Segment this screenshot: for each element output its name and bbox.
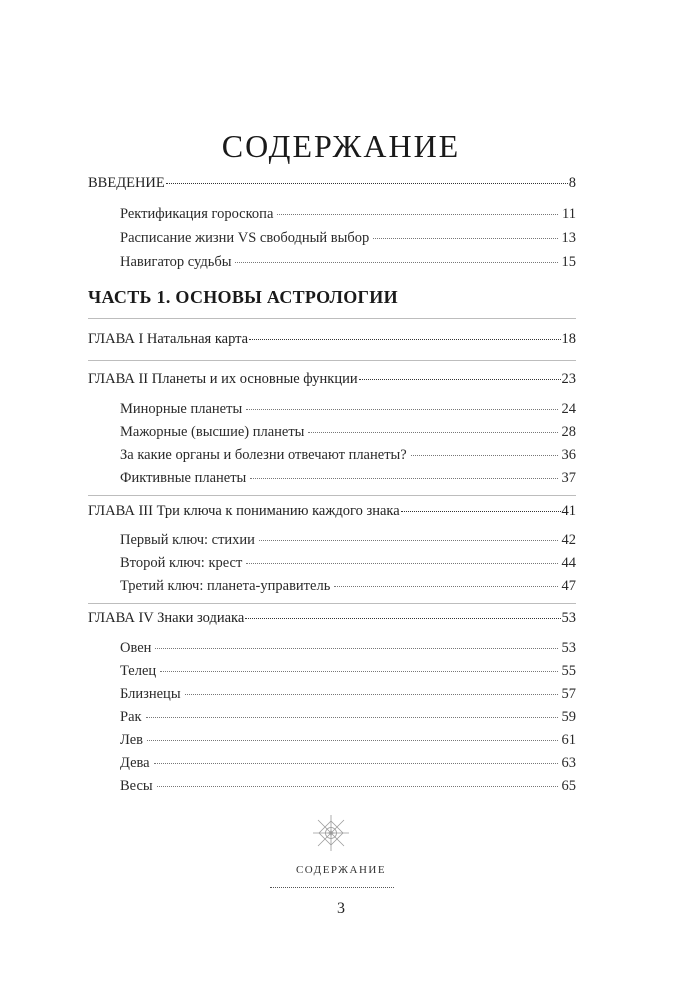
toc-subentry-page: 47 [561, 578, 576, 594]
toc-subentry[interactable] [120, 640, 576, 657]
toc-subentry[interactable] [120, 230, 576, 247]
running-footer-label: СОДЕРЖАНИЕ [295, 864, 387, 876]
dot-leader [185, 693, 558, 695]
toc-subentry-page: 44 [561, 555, 576, 571]
toc-subentry-page: 57 [561, 686, 576, 702]
toc-subentry-page: 15 [561, 254, 576, 270]
toc-subentry-label: Овен [120, 640, 152, 656]
part-heading: ЧАСТЬ 1. ОСНОВЫ АСТРОЛОГИИ [88, 287, 398, 307]
toc-subentry-page: 11 [562, 206, 576, 222]
section-divider [88, 318, 576, 319]
toc-subentry-label: Расписание жизни VS свободный выбор [120, 230, 370, 246]
dot-leader [250, 477, 557, 479]
toc-subentry[interactable] [120, 778, 576, 795]
toc-subentry-page: 24 [561, 401, 576, 417]
page-title: СОДЕРЖАНИЕ [221, 128, 461, 164]
dot-leader [160, 670, 557, 672]
toc-subentry[interactable] [120, 732, 576, 749]
dot-leader [166, 182, 568, 184]
section-divider [88, 360, 576, 361]
toc-subentry-label: Мажорные (высшие) планеты [120, 424, 305, 440]
toc-subentry[interactable] [120, 447, 576, 464]
dot-leader [401, 510, 561, 512]
section-divider [88, 603, 576, 604]
footer-dot-rule [270, 887, 394, 888]
toc-subentry-label: Ректификация гороскопа [120, 206, 274, 222]
toc-subentry[interactable] [120, 663, 576, 680]
toc-subentry-label: За какие органы и болезни отвечают планеты? [120, 447, 407, 463]
toc-subentry-label: Близнецы [120, 686, 181, 702]
toc-subentry[interactable] [120, 401, 576, 418]
toc-subentry-label: Весы [120, 778, 153, 794]
toc-subentry[interactable] [120, 686, 576, 703]
toc-entry-chapter-1[interactable] [88, 331, 576, 348]
dot-leader [157, 785, 558, 787]
toc-entry-introduction[interactable] [88, 175, 576, 192]
page-number: 3 [337, 900, 345, 917]
toc-subentry-label: Дева [120, 755, 150, 771]
toc-subentry[interactable] [120, 206, 576, 223]
toc-subentry-label: Минорные планеты [120, 401, 243, 417]
dot-leader [259, 539, 558, 541]
toc-subentry-page: 61 [561, 732, 576, 748]
toc-subentry-label: Телец [120, 663, 157, 679]
dot-leader [146, 716, 558, 718]
dot-leader [246, 408, 557, 410]
dot-leader [249, 338, 560, 340]
toc-subentry-page: 55 [561, 663, 576, 679]
toc-subentry-page: 36 [561, 447, 576, 463]
toc-subentry-label: Первый ключ: стихии [120, 532, 255, 548]
toc-subentry-page: 37 [561, 470, 576, 486]
toc-entry-label: ГЛАВА I Натальная карта [88, 331, 249, 347]
dot-leader [277, 213, 558, 215]
toc-subentry-page: 53 [561, 640, 576, 656]
toc-entry-page: 8 [568, 175, 576, 191]
toc-subentry[interactable] [120, 254, 576, 271]
toc-subentry-label: Лев [120, 732, 144, 748]
dot-leader [245, 617, 560, 619]
toc-subentry-page: 28 [561, 424, 576, 440]
toc-subentry[interactable] [120, 578, 576, 595]
toc-entry-page: 23 [561, 371, 576, 387]
toc-entry-label: ГЛАВА IV Знаки зодиака [88, 610, 245, 626]
toc-subentry-page: 65 [561, 778, 576, 794]
toc-entry-chapter-2[interactable] [88, 371, 576, 388]
toc-subentry[interactable] [120, 709, 576, 726]
toc-subentry-label: Фиктивные планеты [120, 470, 247, 486]
toc-entry-page: 41 [561, 503, 576, 519]
dot-leader [155, 647, 557, 649]
toc-entry-label: ГЛАВА II Планеты и их основные функции [88, 371, 358, 387]
toc-subentry[interactable] [120, 555, 576, 572]
dot-leader [308, 431, 557, 433]
toc-subentry-label: Второй ключ: крест [120, 555, 243, 571]
toc-subentry[interactable] [120, 424, 576, 441]
toc-subentry-page: 13 [561, 230, 576, 246]
toc-subentry-page: 63 [561, 755, 576, 771]
toc-subentry[interactable] [120, 470, 576, 487]
toc-entry-label: ГЛАВА III Три ключа к пониманию каждого знака [88, 503, 400, 519]
toc-entry-page: 53 [561, 610, 576, 626]
toc-subentry-page: 42 [561, 532, 576, 548]
toc-entry-page: 18 [561, 331, 576, 347]
toc-entry-chapter-3[interactable] [88, 503, 576, 520]
dot-leader [154, 762, 558, 764]
toc-subentry-label: Третий ключ: планета-управитель [120, 578, 331, 594]
toc-subentry-label: Рак [120, 709, 142, 725]
toc-entry-label: ВВЕДЕНИЕ [88, 175, 165, 191]
toc-subentry[interactable] [120, 755, 576, 772]
dot-leader [334, 585, 557, 587]
dot-leader [235, 261, 557, 263]
dot-leader [147, 739, 557, 741]
star-ornament-icon [311, 813, 351, 853]
dot-leader [411, 454, 558, 456]
dot-leader [359, 378, 561, 380]
toc-entry-chapter-4[interactable] [88, 610, 576, 627]
toc-subentry[interactable] [120, 532, 576, 549]
section-divider [88, 495, 576, 496]
toc-subentry-label: Навигатор судьбы [120, 254, 232, 270]
dot-leader [246, 562, 557, 564]
toc-subentry-page: 59 [561, 709, 576, 725]
dot-leader [373, 237, 557, 239]
